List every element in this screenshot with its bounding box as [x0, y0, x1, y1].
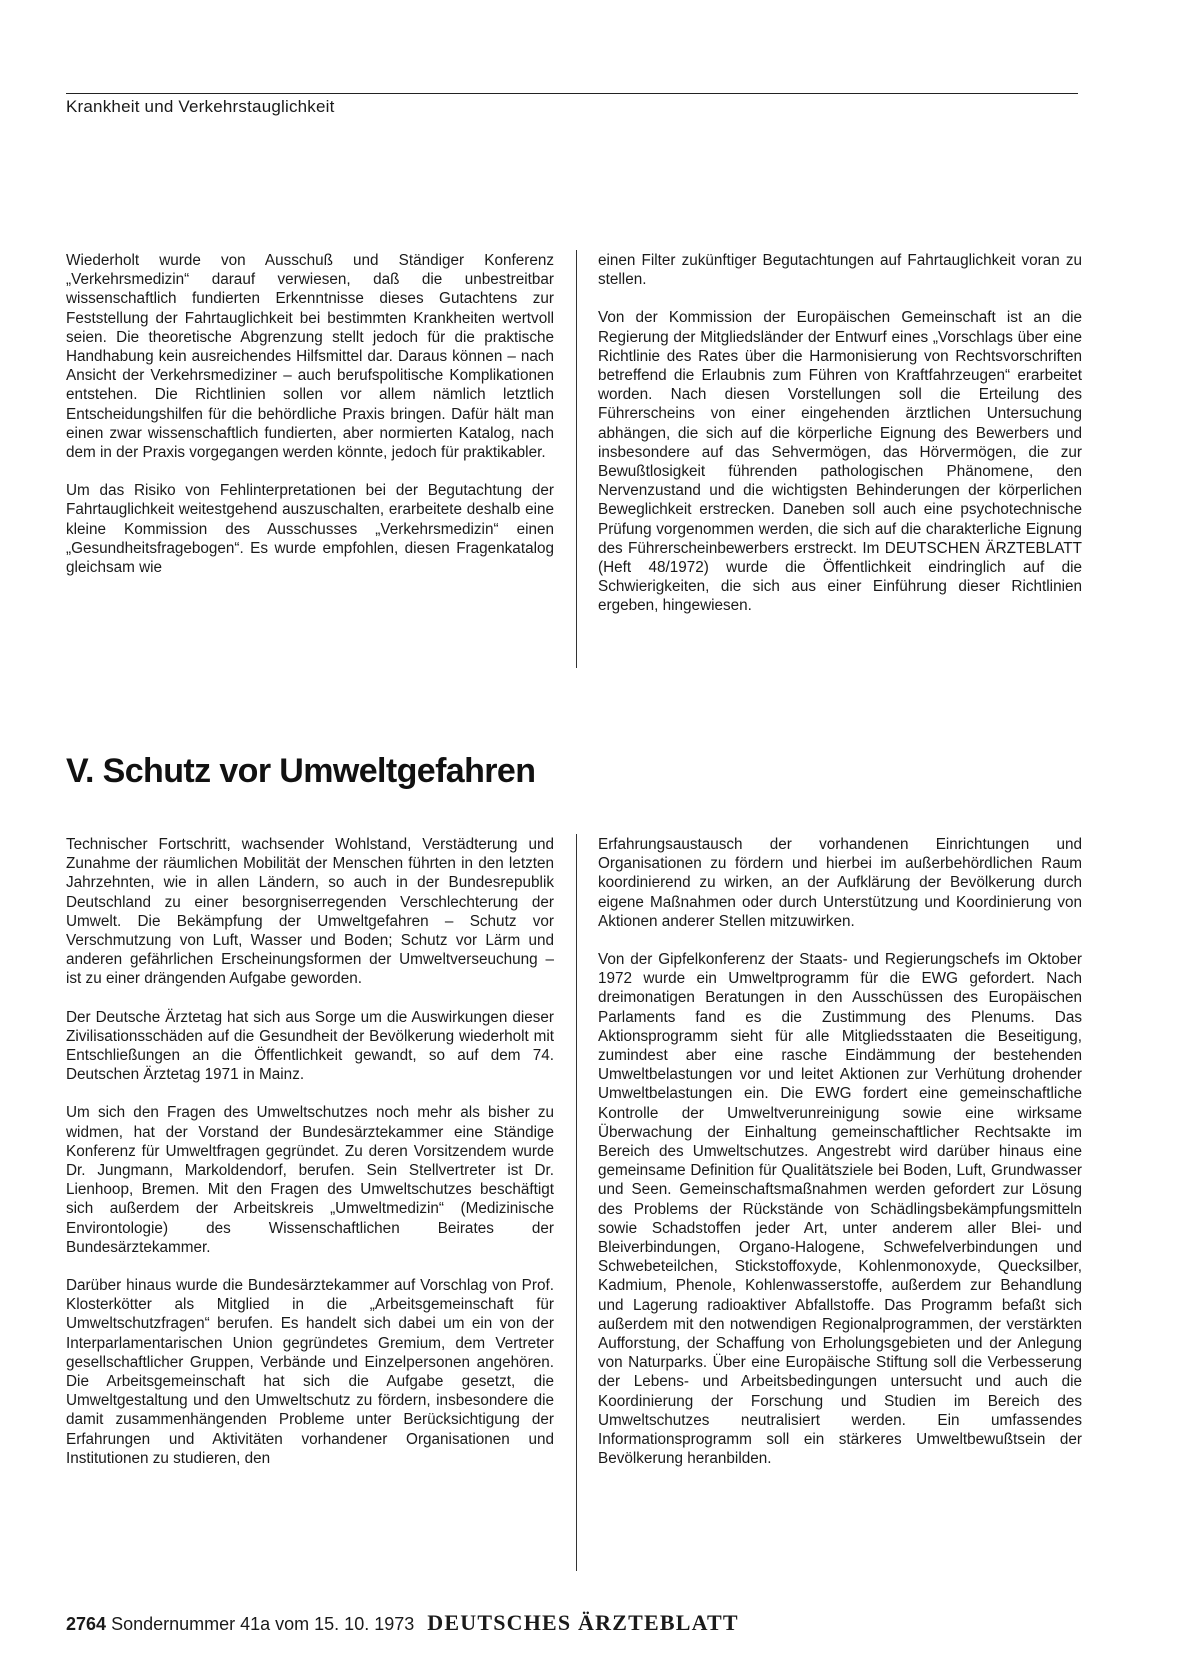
- paragraph: Um das Risiko von Fehlinterpretationen bei der Begutachtung der Fahrtauglichkeit weitestgehend auszuschalten, erarbeitete deshalb eine kleine Kommission des Ausschusses „Verkehrsmedizin“ einen „Gesundheitsfragebogen“. Es wurde empfohlen, diesen Fragenkatalog gleichsam wie: [66, 482, 554, 577]
- paragraph: Technischer Fortschritt, wachsender Wohlstand, Verstädterung und Zunahme der räumlichen Mobilität der Menschen führten in den letzten Jahrzehnten, wie in allen Ländern, so auch in der Bundesrepublik Deutschland zu einer besorgniserregenden Verschlechterung der Umwelt. Die Bekämpfung der Umweltgefahren – Schutz vor Verschmutzung von Luft, Wasser und Boden; Schutz vor Lärm und anderen gefährlichen Erscheinungsformen der Umweltverseuchung – ist zu einer drängenden Aufgabe geworden.: [66, 836, 554, 988]
- column-divider: [576, 250, 577, 668]
- issue-info: Sondernummer 41a vom 15. 10. 1973: [111, 1614, 415, 1634]
- page-footer: [66, 1610, 739, 1636]
- paragraph: Von der Kommission der Europäischen Gemeinschaft ist an die Regierung der Mitgliedsländer der Entwurf eines „Vorschlags über eine Richtlinie des Rates über die Harmonisierung von Rechtsvorschriften betreffend die Erlaubnis zum Führen von Kraftfahrzeugen“ erarbeitet worden. Nach diesen Vorstellungen soll die Erteilung des Führerscheins von einer eingehenden ärztlichen Untersuchung abhängen, die sich auf die körperliche Eignung des Bewerbers und insbesondere auf das Sehvermögen, das Hörvermögen, die zur Bewußtlosigkeit führenden pathologischen Phänomene, den Nervenzustand und die wichtigsten Behinderungen der körperlichen Beweglichkeit erstrecken. Daneben soll auch eine psychotechnische Prüfung vorgenommen werden, die sich auf die charakterliche Eignung des Führerscheinbewerbers erstreckt. Im DEUTSCHEN ÄRZTEBLATT (Heft 48/1972) wurde die Öffentlichkeit eindringlich auf die Schwierigkeiten, die sich aus einer Einführung dieser Richtlinien ergeben, hingewiesen.: [598, 309, 1082, 615]
- paragraph: Erfahrungsaustausch der vorhandenen Einrichtungen und Organisationen zu fördern und hierbei im außerbehördlichen Raum koordinierend zu wirken, an der Aufklärung der Bevölkerung durch eigene Maßnahmen oder durch Unterstützung und Koordinierung von Aktionen anderer Stellen mitzuwirken.: [598, 836, 1082, 930]
- paragraph: einen Filter zukünftiger Begutachtungen auf Fahrtauglichkeit voran zu stellen.: [598, 252, 1082, 289]
- top-left-column: [66, 251, 554, 596]
- paragraph: Um sich den Fragen des Umweltschutzes noch mehr als bisher zu widmen, hat der Vorstand der Bundesärztekammer eine Ständige Konferenz für Umweltfragen gegründet. Zu deren Vorsitzendem wurde Dr. Jungmann, Markoldendorf, berufen. Sein Stellvertreter ist Dr. Lienhoop, Bremen. Mit den Fragen des Umweltschutzes beschäftigt sich außerdem der Arbeitskreis „Umweltmedizin“ (Medizinische Environtologie) des Wissenschaftlichen Beirates der Bundesärztekammer.: [66, 1104, 554, 1256]
- top-right-column: [598, 251, 1082, 635]
- page-number: 2764: [66, 1614, 107, 1634]
- section-heading: V. Schutz vor Umweltgefahren: [66, 752, 536, 790]
- journal-name: DEUTSCHES ÄRZTEBLATT: [427, 1610, 739, 1635]
- column-divider: [576, 834, 577, 1571]
- paragraph: Von der Gipfelkonferenz der Staats- und Regierungschefs im Oktober 1972 wurde ein Umweltprogramm für die EWG gefordert. Nach dreimonatigen Beratungen in den Ausschüssen des Europäischen Parlaments fand es die Zustimmung des Plenums. Das Aktionsprogramm sieht für alle Mitgliedsstaaten die Beseitigung, zumindest aber eine rasche Eindämmung der bestehenden Umweltbelastungen vor und leitet Aktionen zur Verhütung drohender Umweltbelastungen ein. Die EWG fordert eine gemeinschaftliche Kontrolle der Umweltverunreinigung sowie eine wirksame Überwachung der Einhaltung gemeinschaftlicher Rechtsakte im Bereich des Umweltschutzes. Angestrebt wird darüber hinaus eine gemeinsame Definition für Qualitätsziele bei Boden, Luft, Grundwasser und Seen. Gemeinschaftsmaßnahmen werden gefordert zur Lösung des Problems der Rückstände von Schädlingsbekämpfungsmitteln sowie Schadstoffen jeder Art, unter anderem aller Blei- und Bleiverbindungen, Organo-Halogene, Schwefelverbindungen und Schwebeteilchen, Stickstoffoxyde, Kohlenmonoxyde, Quecksilber, Kadmium, Phenole, Kohlenwasserstoffe, außerdem zur Behandlung und Lagerung radioaktiver Abfallstoffe. Das Programm befaßt sich außerdem mit den notwendigen Regionalprogrammen, der verstärkten Aufforstung, der Schaffung von Erholungsgebieten und der Anlegung von Naturparks. Über eine Europäische Stiftung soll die Verbesserung der Lebens- und Arbeitsbedingungen untersucht und auch die Koordinierung der Forschung und Studien im Bereich des Umweltschutzes neutralisiert werden. Ein umfassendes Informationsprogramm soll ein stärkeres Umweltbewußtsein der Bevölkerung heranbilden.: [598, 951, 1082, 1468]
- running-header-title: Krankheit und Verkehrstauglichkeit: [66, 97, 335, 116]
- paragraph: Der Deutsche Ärztetag hat sich aus Sorge um die Auswirkungen dieser Zivilisationsschäden auf die Gesundheit der Bevölkerung wiederholt mit Entschließungen an die Öffentlichkeit gewandt, so auf dem 74. Deutschen Ärztetag 1971 in Mainz.: [66, 1008, 554, 1084]
- header-rule: [66, 93, 1078, 94]
- bottom-left-column: [66, 835, 554, 1487]
- paragraph: Wiederholt wurde von Ausschuß und Ständiger Konferenz „Verkehrsmedizin“ darauf verwiesen, daß die unbestreitbar wissenschaftlich fundierten Erkenntnisse dieses Gutachtens zur Feststellung der Fahrtauglichkeit bei bestimmten Krankheiten wertvoll seien. Die theoretische Abgrenzung stellt jedoch für die praktische Handhabung kein ausreichendes Hilfsmittel dar. Daraus können – nach Ansicht der Verkehrsmediziner – auch berufspolitische Komplikationen entstehen. Die Richtlinien sollen vor allem nämlich letztlich Entscheidungshilfen für die behördliche Praxis bringen. Dafür hält man einen zwar wissenschaftlich fundierten, aber normierten Katalog, nach dem in der Praxis vorgegangen werden könnte, jedoch für praktikabler.: [66, 252, 554, 462]
- bottom-right-column: [598, 835, 1082, 1488]
- paragraph: Darüber hinaus wurde die Bundesärztekammer auf Vorschlag von Prof. Klosterkötter als Mitglied in die „Arbeitsgemeinschaft für Umweltschutzfragen“ berufen. Es handelt sich dabei um ein von der Interparlamentarischen Union gegründetes Gremium, dem Vertreter gesellschaftlicher Gruppen, Verbände und Einzelpersonen angehören. Die Arbeitsgemeinschaft hat sich die Aufgabe gesetzt, die Umweltgestaltung und den Umweltschutz zu fördern, insbesondere die damit zusammenhängenden Probleme unter Berücksichtigung der Erfahrungen und Aktivitäten vorhandener Organisationen und Institutionen zu studieren, den: [66, 1277, 554, 1467]
